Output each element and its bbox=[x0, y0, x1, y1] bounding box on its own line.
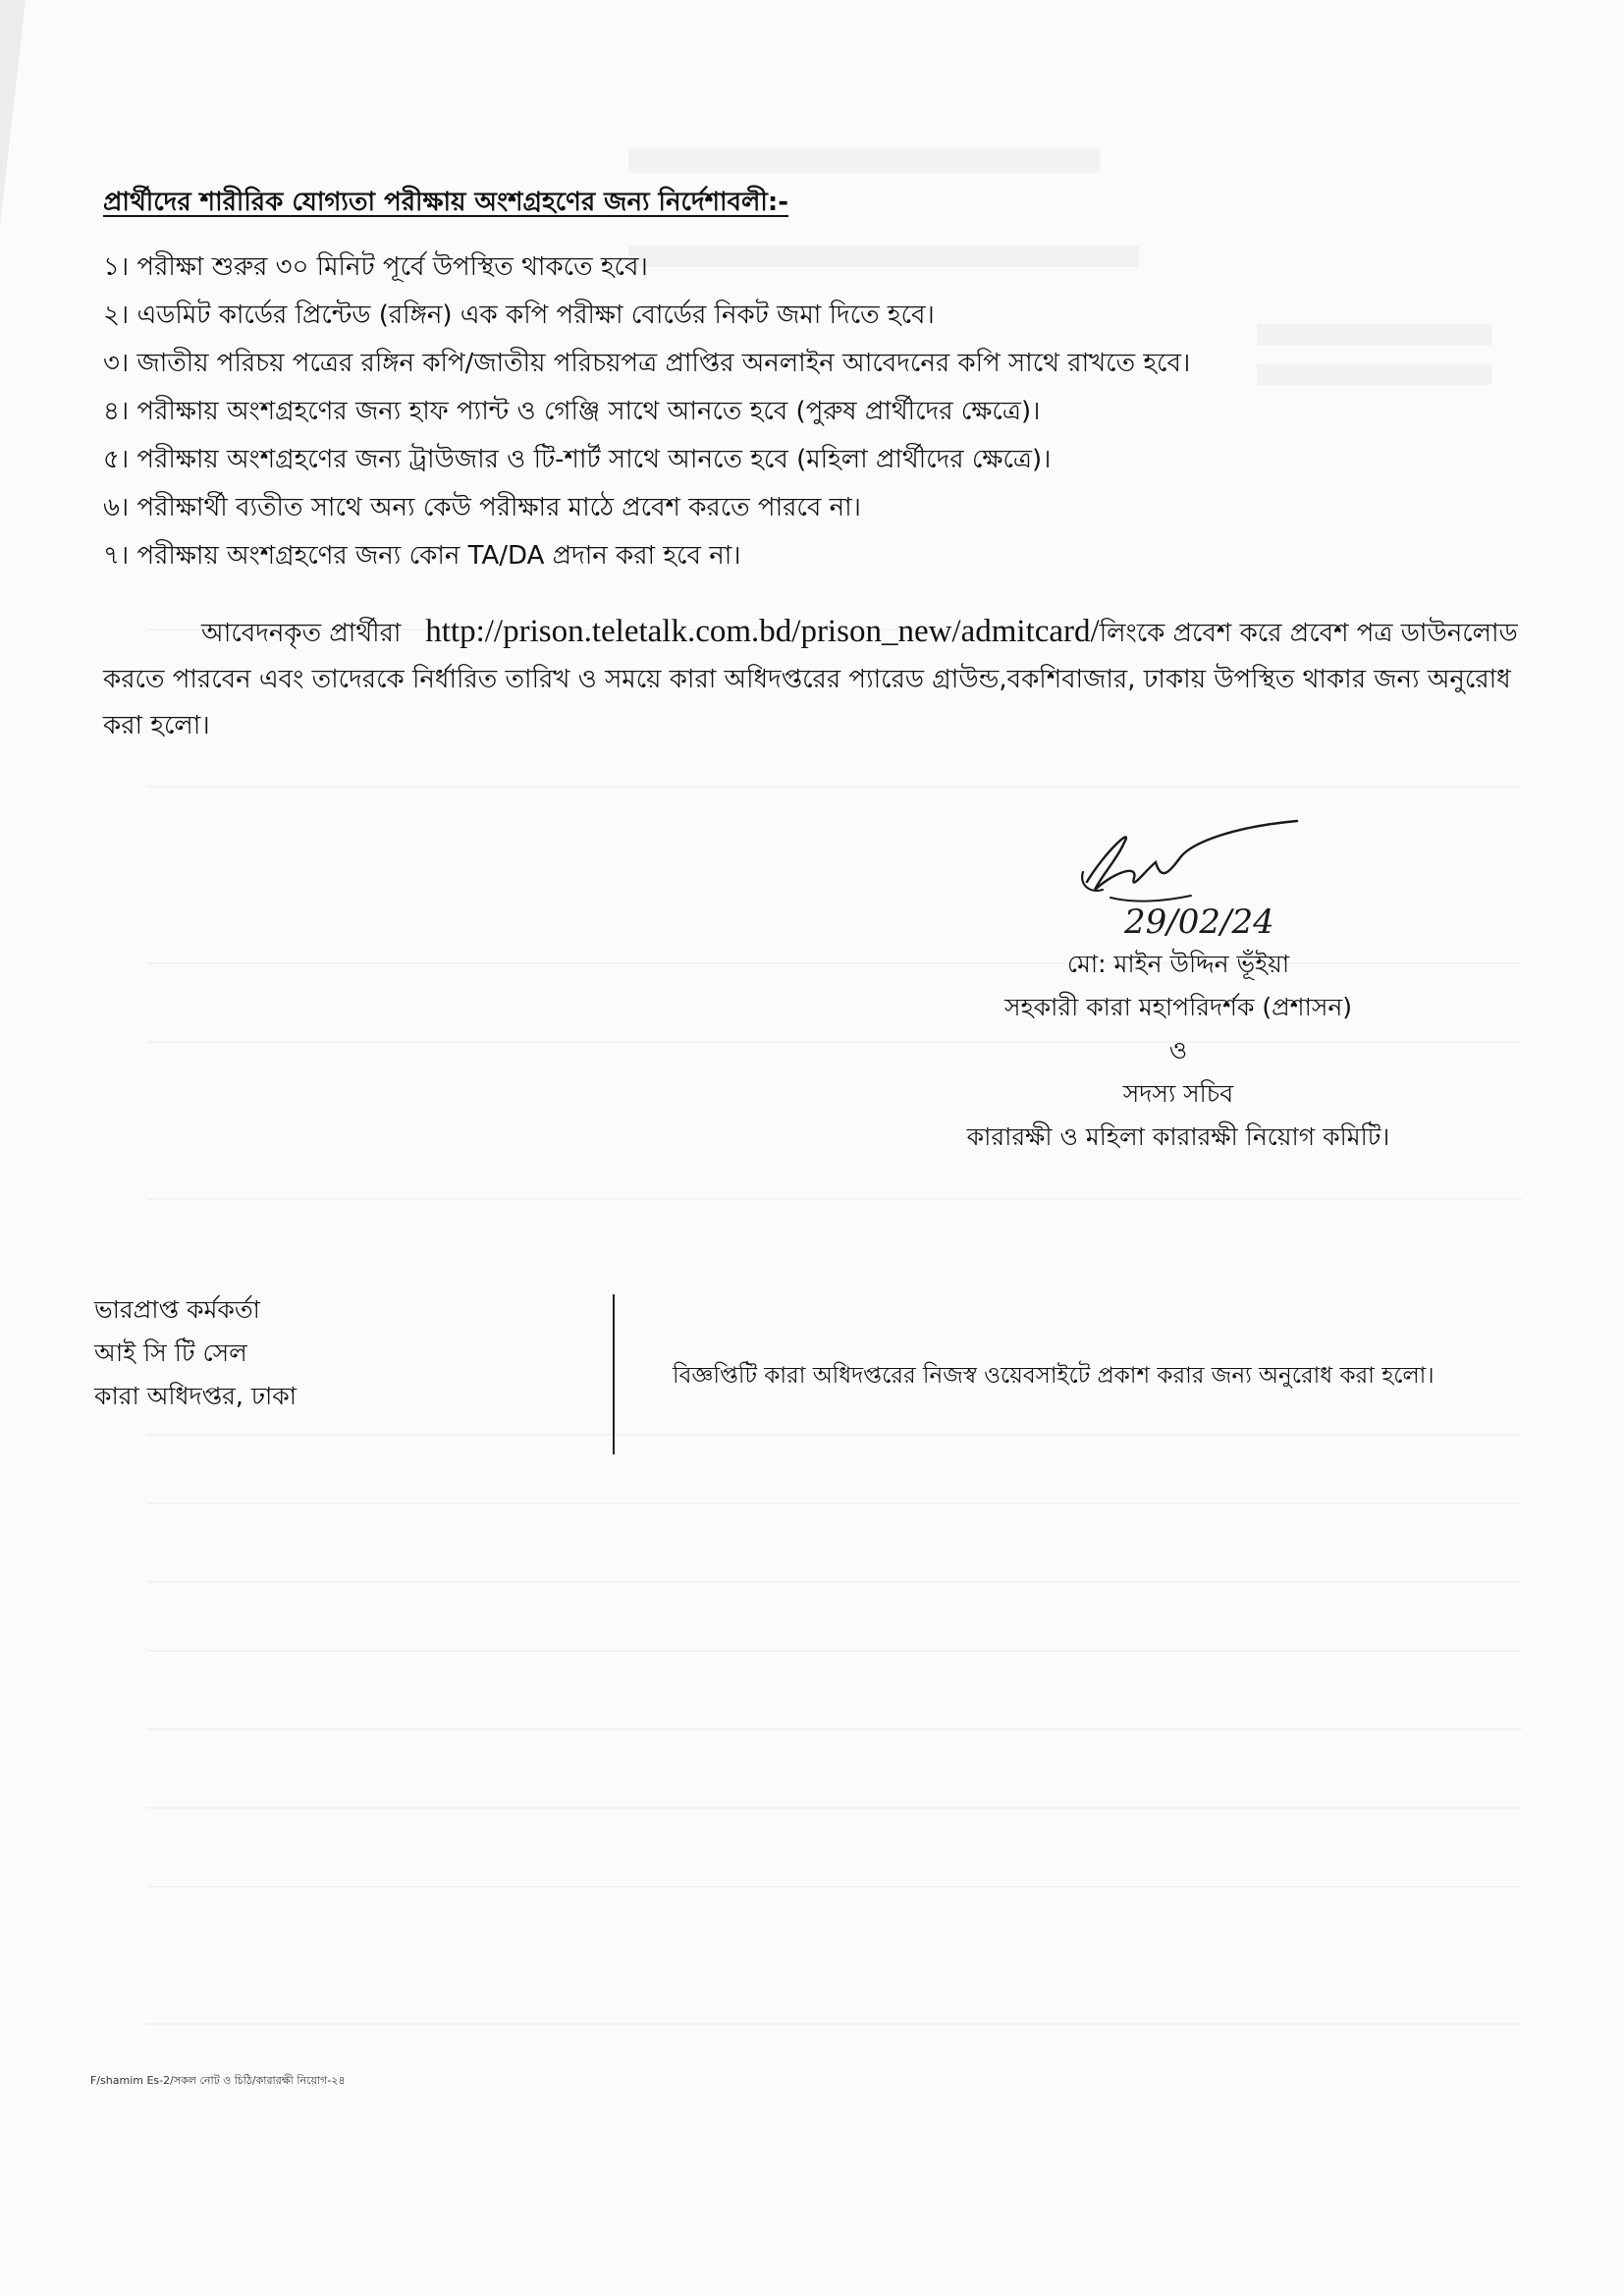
signatory-name: মো: মাইন উদ্দিন ভূঁইয়া bbox=[1066, 950, 1290, 978]
page-fold-shadow bbox=[0, 0, 26, 226]
instruction-item: ৫। পরীক্ষায় অংশগ্রহণের জন্য ট্রাউজার ও টি-শার্ট সাথে আনতে হবে (মহিলা প্রার্থীদের ক্ষেত্রে)। bbox=[103, 445, 1052, 474]
signatory-conjunction: ও bbox=[1168, 1036, 1188, 1065]
bleed-through-block bbox=[147, 1650, 1522, 1652]
publication-request: বিজ্ঞপ্তিটি কারা অধিদপ্তরের নিজস্ব ওয়েবসাইটে প্রকাশ করার জন্য অনুরোধ করা হলো। bbox=[673, 1363, 1435, 1389]
signatory-role: সদস্য সচিব bbox=[1122, 1079, 1234, 1108]
instructions-heading: প্রার্থীদের শারীরিক যোগ্যতা পরীক্ষায় অংশগ্রহণের জন্য নির্দেশাবলী:- bbox=[103, 188, 789, 217]
bleed-through-block bbox=[1257, 324, 1492, 346]
file-path-footer: F/shamim Es-2/সকল নোট ও চিঠি/কারারক্ষী নিয়োগ-২৪ bbox=[90, 2074, 346, 2087]
recipient-line: ভারপ্রাপ্ত কর্মকর্তা bbox=[94, 1295, 260, 1324]
divider-line bbox=[613, 1294, 615, 1454]
instruction-item: ২। এডমিট কার্ডের প্রিন্টেড (রঙ্গিন) এক কপি পরীক্ষা বোর্ডের নিকট জমা দিতে হবে। bbox=[103, 301, 935, 330]
paragraph-lead: আবেদনকৃত প্রার্থীরা bbox=[201, 619, 402, 648]
bleed-through-block bbox=[147, 1198, 1522, 1200]
bleed-through-block bbox=[147, 1503, 1522, 1504]
recipient-block bbox=[94, 1288, 297, 1418]
admit-card-paragraph bbox=[103, 609, 1527, 749]
bleed-through-block bbox=[147, 1581, 1522, 1583]
instruction-item: ৩। জাতীয় পরিচয় পত্রের রঙ্গিন কপি/জাতীয় পরিচয়পত্র প্রাপ্তির অনলাইন আবেদনের কপি সাথে রাখতে হবে। bbox=[103, 349, 1191, 378]
bleed-through-block bbox=[147, 1728, 1522, 1730]
recipient-line: কারা অধিদপ্তর, ঢাকা bbox=[94, 1382, 297, 1410]
signatory-block bbox=[884, 943, 1473, 1159]
bleed-through-block bbox=[147, 2023, 1522, 2025]
signatory-committee: কারারক্ষী ও মহিলা কারারক্ষী নিয়োগ কমিটি। bbox=[966, 1122, 1390, 1151]
recipient-line: আই সি টি সেল bbox=[94, 1339, 247, 1367]
instruction-item: ৭। পরীক্ষায় অংশগ্রহণের জন্য কোন TA/DA প্রদান করা হবে না। bbox=[103, 541, 741, 571]
instruction-item: ৬। পরীক্ষার্থী ব্যতীত সাথে অন্য কেউ পরীক্ষার মাঠে প্রবেশ করতে পারবে না। bbox=[103, 493, 861, 522]
signature-date: 29/02/24 bbox=[1124, 902, 1274, 941]
bleed-through-block bbox=[147, 1434, 1522, 1436]
bleed-through-block bbox=[147, 1886, 1522, 1887]
paragraph-rest: লিংকে প্রবেশ করে প্রবেশ পত্র ডাউনলোড করতে পারবেন এবং তাদেরকে নির্ধারিত তারিখ ও সময়ে কারা অধিদপ্তরের প্যারেড গ্রাউন্ড,বকশিবাজার, ঢাকায় উপস্থিত থাকার জন্য অনুরোধ করা হলো। bbox=[103, 619, 1518, 740]
handwritten-signature bbox=[1065, 813, 1330, 941]
instruction-item: ১। পরীক্ষা শুরুর ৩০ মিনিট পূর্বে উপস্থিত থাকতে হবে। bbox=[103, 252, 648, 282]
bleed-through-block bbox=[628, 147, 1100, 173]
instructions-list bbox=[103, 247, 1190, 584]
instruction-item: ৪। পরীক্ষায় অংশগ্রহণের জন্য হাফ প্যান্ট ও গেঞ্জি সাথে আনতে হবে (পুরুষ প্রার্থীদের ক্ষেত্রে)। bbox=[103, 397, 1041, 426]
admit-card-link[interactable]: http://prison.teletalk.com.bd/prison_new/admitcard/ bbox=[425, 614, 1100, 649]
bleed-through-block bbox=[1257, 363, 1492, 385]
bleed-through-block bbox=[147, 786, 1522, 788]
signatory-designation: সহকারী কারা মহাপরিদর্শক (প্রশাসন) bbox=[1003, 993, 1353, 1021]
bleed-through-block bbox=[147, 1807, 1522, 1809]
